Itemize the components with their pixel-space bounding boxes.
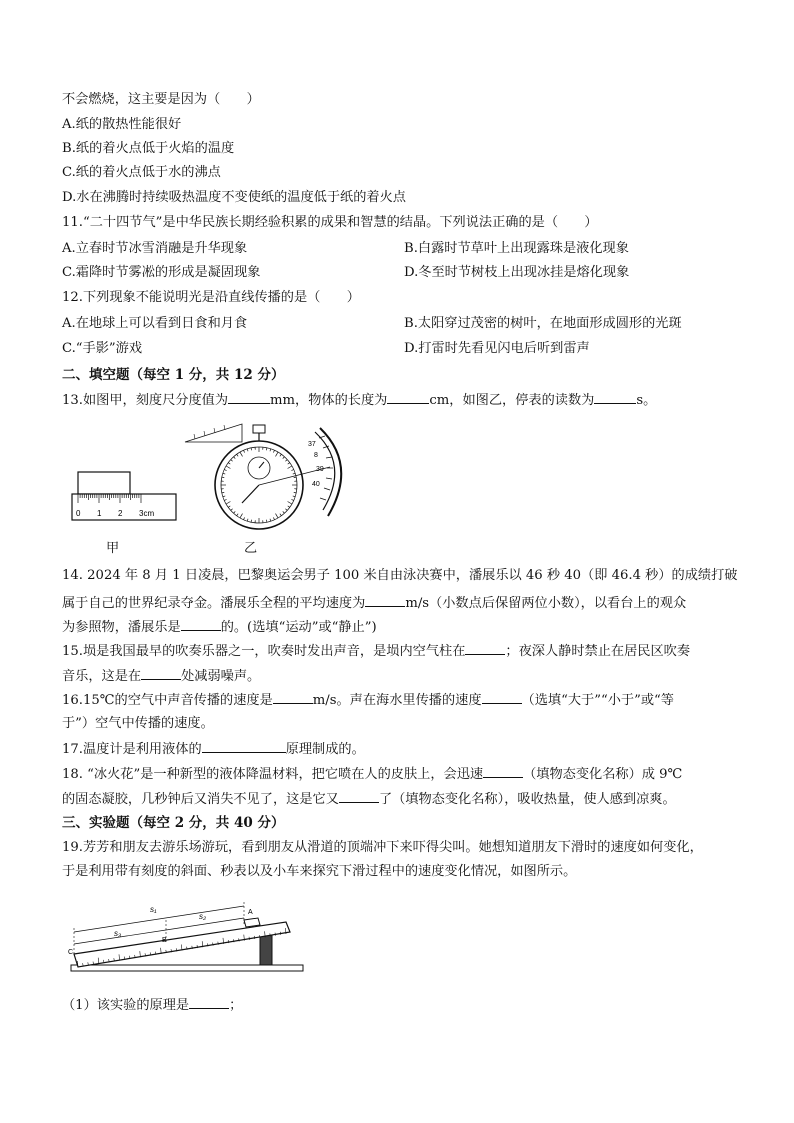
- q14-text-3: 为参照物，潘展乐是: [62, 620, 181, 635]
- q12-stem: 12.下列现象不能说明光是沿直线传播的是（ ）: [62, 290, 360, 305]
- q19-sub1-text-2: ；: [229, 998, 243, 1013]
- q16-text-1: 16.15℃的空气中声音传播的速度是: [62, 693, 273, 708]
- q18-blank-2[interactable]: [339, 789, 379, 803]
- stopwatch-dial-fan: [185, 424, 242, 442]
- q17-text-2: 原理制成的。: [285, 742, 365, 757]
- q10-option-a: A.纸的散热性能很好: [62, 117, 182, 132]
- q11-option-d: D.冬至时节树枝上出现冰挂是熔化现象: [404, 265, 630, 280]
- ruler-tick-label-0: 0: [76, 509, 81, 518]
- q14-blank-2[interactable]: [181, 617, 221, 631]
- q17-blank[interactable]: [202, 739, 286, 753]
- stopwatch-scale-37: 37: [308, 441, 316, 448]
- incline-figure: [66, 892, 308, 978]
- toy-car: [244, 918, 260, 927]
- q14-text-1: 属于自己的世界纪录夺金。潘展乐全程的平均速度为: [62, 596, 366, 611]
- q17-line: [62, 739, 365, 759]
- figure-yi-caption: 乙: [244, 541, 258, 556]
- q12-option-c: C.“手影”游戏: [62, 341, 143, 356]
- q14-text-2: m/s（小数点后保留两位小数），以看台上的观众: [405, 596, 687, 611]
- q13-blank-1[interactable]: [228, 390, 270, 404]
- table-base: [71, 965, 303, 971]
- section-experiment-heading: 三、实验题（每空 2 分，共 40 分）: [62, 815, 285, 831]
- label-s1: s₁: [150, 905, 157, 914]
- s1-arrow: [74, 906, 244, 932]
- q13-text-4: s。: [636, 393, 657, 408]
- stopwatch-figure: [180, 420, 350, 535]
- q18-text-4: 了（填物态变化名称），吸收热量，使人感到凉爽。: [378, 792, 676, 807]
- q16-line-2: 于”）空气中传播的速度。: [62, 716, 214, 731]
- q15-line-1: [62, 641, 690, 661]
- q16-line-1: [62, 690, 674, 710]
- q16-text-3: （选填“大于”“小于”或“等: [521, 693, 674, 708]
- stopwatch-scale-40: 40: [312, 481, 320, 488]
- q16-blank-2[interactable]: [482, 690, 522, 704]
- q11-options-row1: [62, 240, 732, 258]
- q13-text-3: cm，如图乙，停表的读数为: [429, 393, 595, 408]
- q14-blank-1[interactable]: [365, 593, 405, 607]
- q14-line-1: 14. 2024 年 8 月 1 日凌晨，巴黎奥运会男子 100 米自由泳决赛中，潘展乐以 46 秒 40（即 46.4 秒）的成绩打破: [62, 568, 738, 583]
- label-B: B: [162, 937, 167, 944]
- q11-option-a: A.立春时节冰雪消融是升华现象: [62, 241, 248, 256]
- ruler-tick-label-2: 2: [118, 509, 123, 518]
- q12-option-a: A.在地球上可以看到日食和月食: [62, 316, 248, 331]
- label-s3: s₃: [114, 929, 122, 938]
- q13-stem: [62, 390, 656, 410]
- q11-options-row2: [62, 264, 732, 282]
- q15-text-2: ；夜深人静时禁止在居民区吹奏: [505, 644, 691, 659]
- q19-sub1-blank[interactable]: [189, 995, 229, 1009]
- q16-blank-1[interactable]: [273, 690, 313, 704]
- q12-option-b: B.太阳穿过茂密的树叶，在地面形成圆形的光斑: [404, 316, 682, 331]
- q18-blank-1[interactable]: [483, 764, 523, 778]
- label-C: C: [68, 949, 74, 956]
- label-s2: s₂: [199, 912, 207, 921]
- ruler-tick-label-1: 1: [97, 509, 102, 518]
- q19-sub1-text-1: （1）该实验的原理是: [62, 998, 190, 1013]
- q14-line-3: [62, 617, 377, 637]
- q10-option-d: D.水在沸腾时持续吸热温度不变使纸的温度低于纸的着火点: [62, 190, 406, 205]
- q12-options-row1: [62, 315, 732, 333]
- q10-option-b: B.纸的着火点低于火焰的温度: [62, 141, 235, 156]
- q10-option-c: C.纸的着火点低于水的沸点: [62, 165, 221, 180]
- stopwatch-scale-39: 39: [316, 466, 324, 473]
- q19-line-1: 19.芳芳和朋友去游乐场游玩，看到朋友从滑道的顶端冲下来吓得尖叫。她想知道朋友下滑时的速度如何变化，: [62, 840, 703, 855]
- q15-text-1: 15.埙是我国最早的吹奏乐器之一，吹奏时发出声音，是埙内空气柱在: [62, 644, 466, 659]
- q17-text-1: 17.温度计是利用液体的: [62, 742, 202, 757]
- q12-options-row2: [62, 340, 732, 358]
- q19-sub1: [62, 995, 242, 1015]
- q19-line-2: 于是利用带有刻度的斜面、秒表以及小车来探究下滑过程中的速度变化情况，如图所示。: [62, 864, 577, 879]
- q18-text-1: 18. “冰火花”是一种新型的液体降温材料，把它喷在人的皮肤上，会迅速: [62, 767, 484, 782]
- q18-text-3: 的固态凝胶，几秒钟后又消失不见了，这是它又: [62, 792, 339, 807]
- q15-text-4: 处减弱噪声。: [181, 669, 261, 684]
- q18-line-1: [62, 764, 682, 784]
- q13-text-1: 13.如图甲，刻度尺分度值为: [62, 393, 229, 408]
- q15-text-3: 音乐，这是在: [62, 669, 142, 684]
- q11-option-c: C.霜降时节雾凇的形成是凝固现象: [62, 265, 261, 280]
- q16-text-2: m/s。声在海水里传播的速度: [312, 693, 482, 708]
- label-A: A: [248, 909, 253, 916]
- q13-blank-2[interactable]: [387, 390, 429, 404]
- measured-block: [78, 472, 130, 494]
- q11-option-b: B.白露时节草叶上出现露珠是液化现象: [404, 241, 629, 256]
- q12-option-d: D.打雷时先看见闪电后听到雷声: [404, 341, 590, 356]
- q18-line-2: [62, 789, 676, 809]
- q13-text-2: mm，物体的长度为: [270, 393, 388, 408]
- q15-line-2: [62, 666, 260, 686]
- q11-stem: 11.“二十四节气”是中华民族长期经验积累的成果和智慧的结晶。下列说法正确的是（ ）: [62, 215, 598, 230]
- q10-tail: 不会燃烧，这主要是因为（ ）: [62, 92, 260, 107]
- figure-jia-caption: 甲: [106, 541, 120, 556]
- q14-line-2: [62, 593, 686, 613]
- q18-text-2: （填物态变化名称）成 9℃: [523, 767, 683, 782]
- q15-blank-2[interactable]: [141, 666, 181, 680]
- ruler-tick-label-3cm: 3cm: [139, 509, 155, 518]
- incline-board: [74, 922, 290, 967]
- q13-blank-3[interactable]: [594, 390, 636, 404]
- ruler-figure: [70, 466, 180, 524]
- q15-blank-1[interactable]: [465, 641, 505, 655]
- q14-text-4: 的。(选填“运动”或“静止”): [220, 620, 377, 635]
- section-fill-in-heading: 二、填空题（每空 1 分，共 12 分）: [62, 367, 285, 383]
- stopwatch-scale-8: 8: [314, 452, 318, 459]
- stopwatch-crown: [253, 425, 265, 433]
